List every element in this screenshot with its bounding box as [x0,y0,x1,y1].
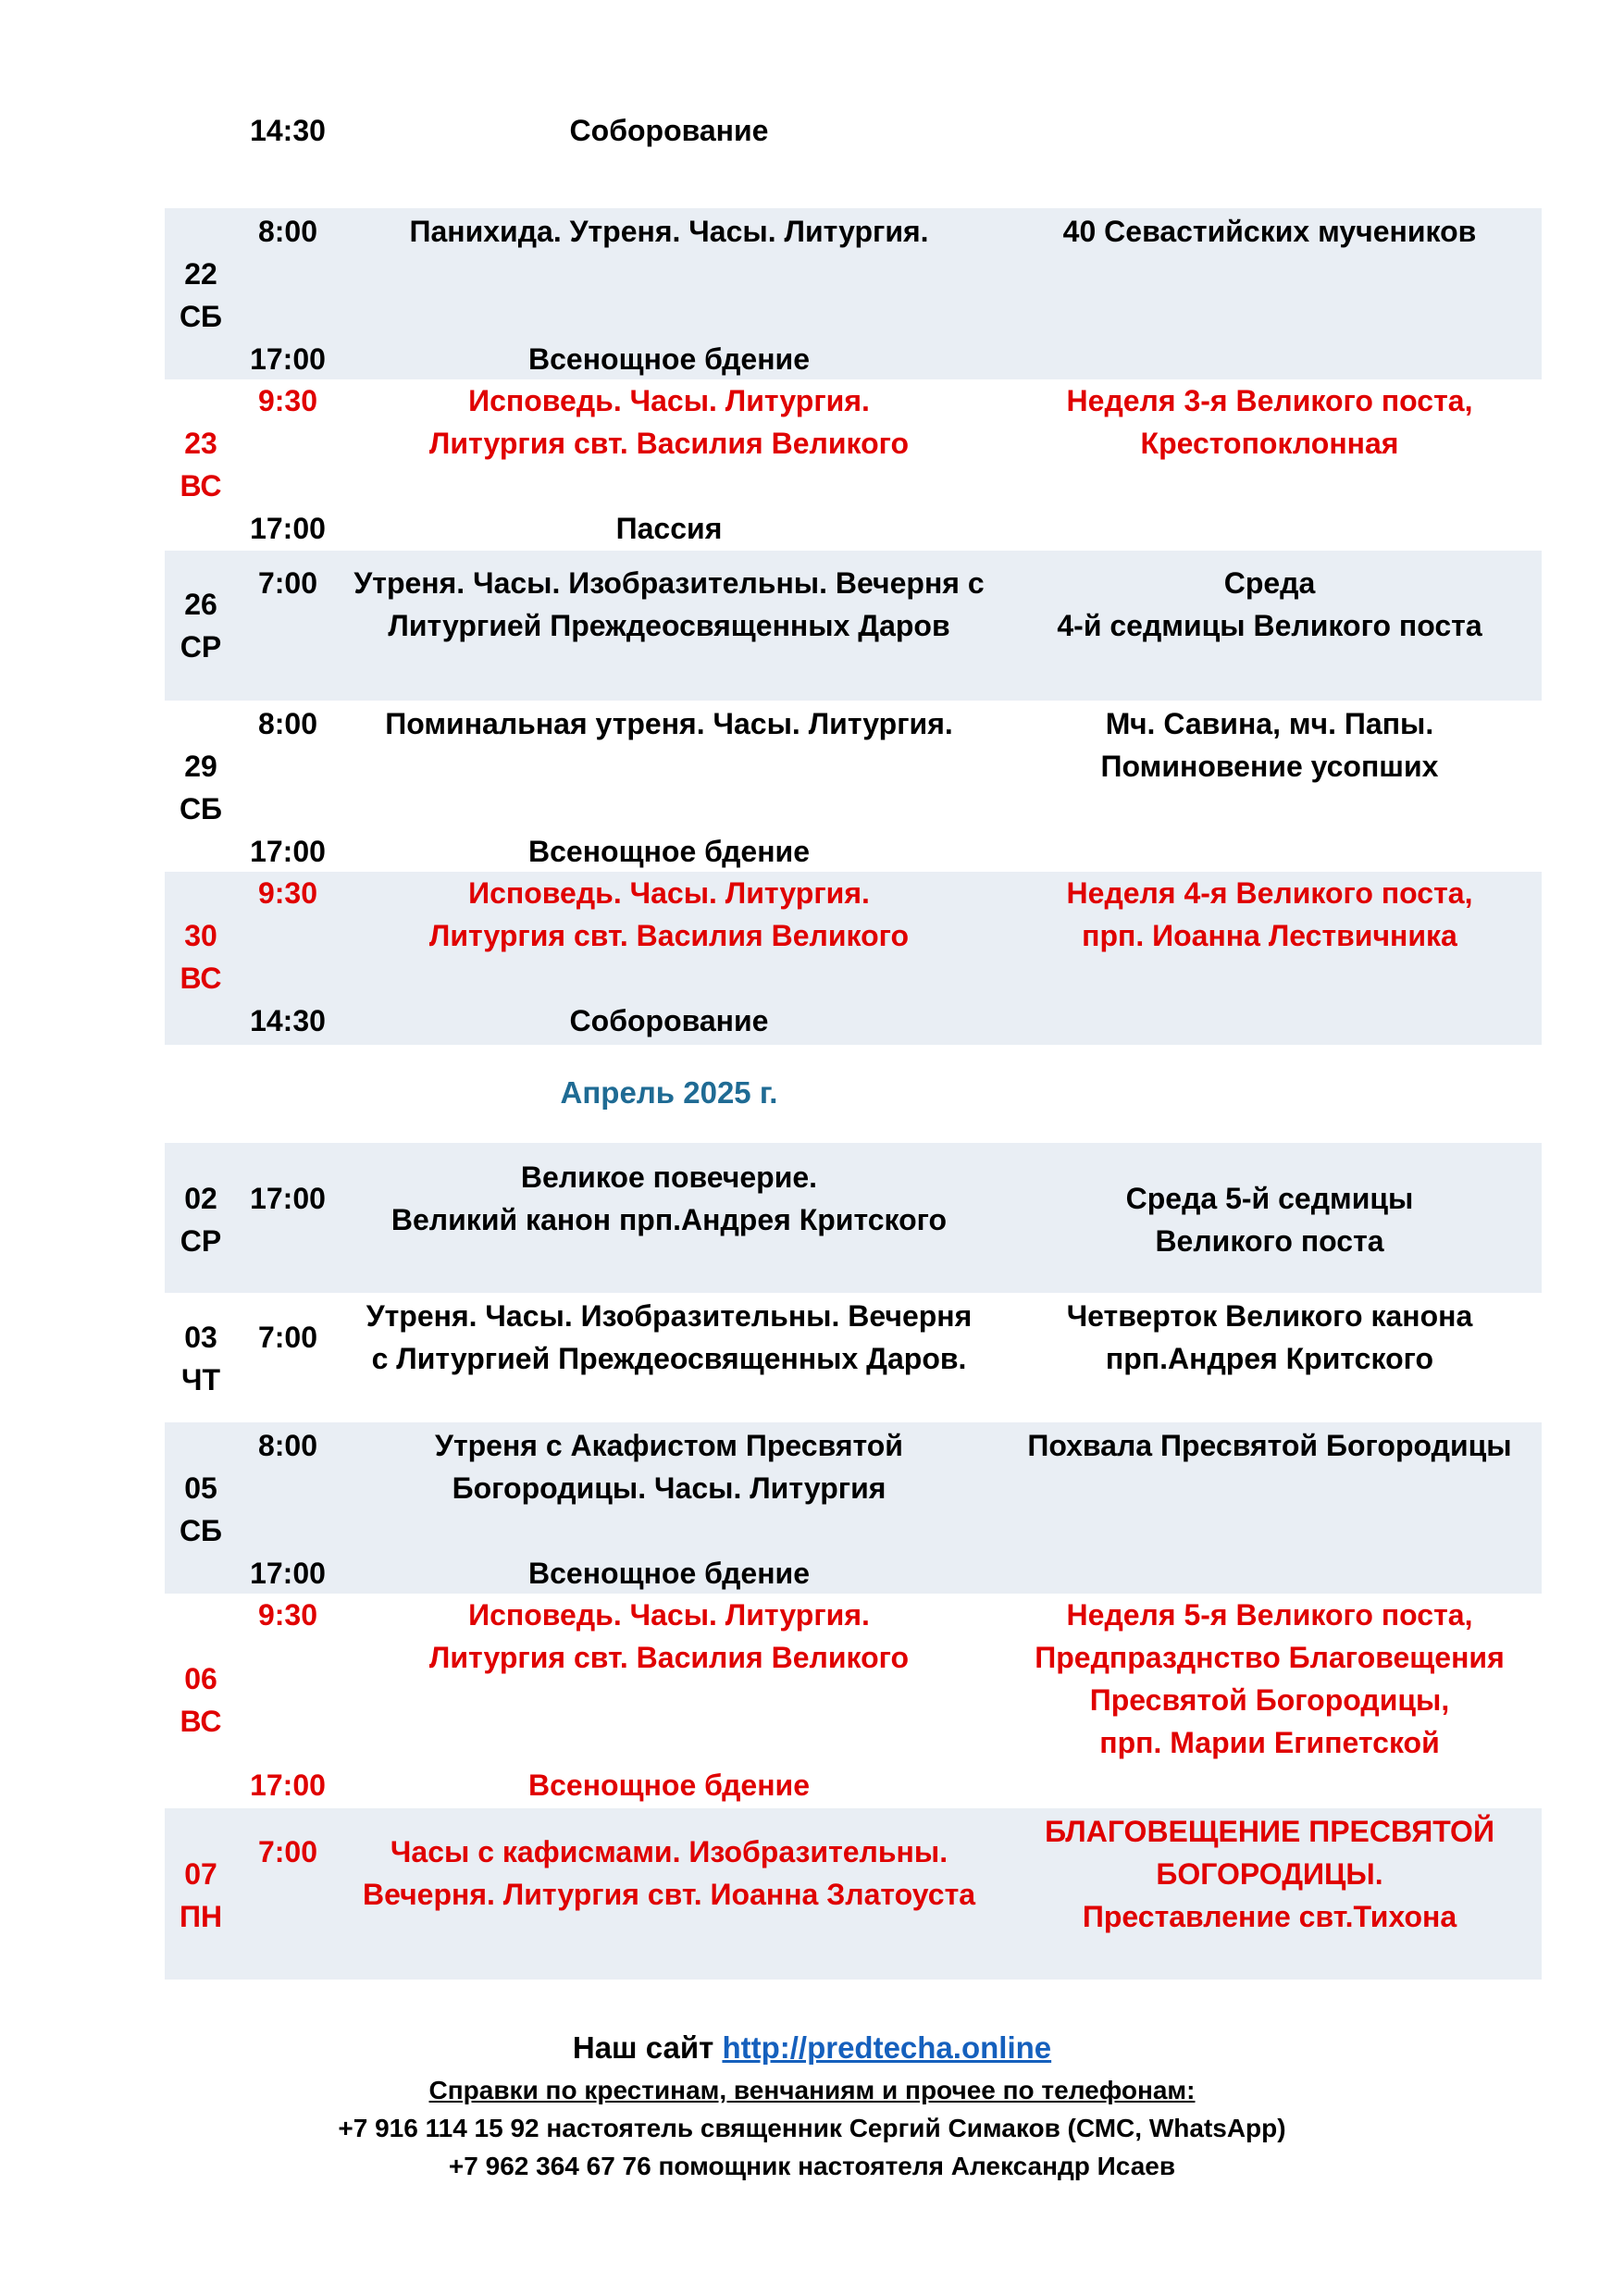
weekday: СР [180,630,222,664]
row-day-03 [165,1293,1542,1422]
service: Исповедь. Часы. Литургия. [468,1598,870,1632]
service: Великий канон прп.Андрея Критского [391,1203,948,1236]
day-number: 06 [184,1662,217,1695]
time: 17:00 [250,1769,326,1802]
weekday: СБ [179,300,223,333]
service: Литургия свт. Василия Великого [428,427,910,460]
service: Панихида. Утреня. Часы. Литургия. [409,215,929,248]
weekday: СБ [179,792,223,825]
time: 17:00 [250,342,326,376]
service: Соборование [569,114,769,147]
day-number: 23 [184,427,217,460]
phone-line-2: +7 962 364 67 76 помощник настоятеля Александр Исаев [448,2152,1176,2180]
feast: 40 Севастийских мучеников [1062,215,1477,248]
service: Литургией Преждеосвященных Даров [388,609,950,642]
time: 17:00 [250,1182,326,1215]
time: 17:00 [250,1557,326,1590]
feast: Неделя 5-я Великого поста, [1066,1598,1473,1632]
row-day-22 [165,208,1542,379]
weekday: ВС [180,1705,222,1738]
feast: Похвала Пресвятой Богородицы [1027,1429,1512,1462]
day-number: 03 [184,1321,217,1354]
month-heading: Апрель 2025 г. [560,1075,778,1110]
feast: Мч. Савина, мч. Папы. [1105,707,1434,740]
day-number: 05 [184,1471,217,1505]
feast: Среда [1223,566,1316,600]
row-day-30 [165,872,1542,1045]
day-number: 22 [184,257,217,291]
day-number: 30 [184,919,217,952]
footer-site-line [0,2027,1624,2069]
service: Часы с кафисмами. Изобразительны. [390,1835,948,1868]
service: Всенощное бдение [527,1557,810,1590]
service: Утреня с Акафистом Пресвятой [435,1429,903,1462]
service: Всенощное бдение [527,342,810,376]
site-link[interactable]: http://predtecha.online [722,2030,1052,2065]
feast: Пресвятой Богородицы, [1089,1683,1450,1717]
feast: прп. Марии Египетской [1099,1726,1440,1759]
feast: Четверток Великого канона [1066,1299,1473,1333]
row-day-07 [165,1808,1542,1980]
day-number: 02 [184,1182,217,1215]
service: Литургия свт. Василия Великого [428,1641,910,1674]
service: Всенощное бдение [527,1769,810,1802]
service: Великое повечерие. [520,1160,818,1194]
time: 17:00 [250,512,326,545]
time: 9:30 [257,1598,318,1632]
inquiry-line: Справки по крестинам, венчаниям и прочее по телефонам: [428,2076,1196,2104]
time: 8:00 [257,707,318,740]
phone-line-1: +7 916 114 15 92 настоятель священник Сергий Симаков (СМС, WhatsApp) [338,2114,1286,2142]
weekday: СБ [179,1514,223,1547]
time: 7:00 [257,1321,318,1354]
feast: Неделя 3-я Великого поста, [1066,384,1473,417]
row-day-29 [165,701,1542,872]
service: Всенощное бдение [527,835,810,868]
service: Соборование [569,1004,769,1037]
time: 14:30 [250,114,326,147]
weekday: ПН [179,1900,223,1933]
day-number: 29 [184,750,217,783]
feast: прп.Андрея Критского [1105,1342,1434,1375]
feast: Крестопоклонная [1140,427,1399,460]
row-day-02 [165,1143,1542,1293]
service: с Литургией Преждеосвященных Даров. [371,1342,967,1375]
service: Литургия свт. Василия Великого [428,919,910,952]
time: 7:00 [257,566,318,600]
day-number: 26 [184,588,217,621]
time: 9:30 [257,384,318,417]
feast: БОГОРОДИЦЫ. [1156,1857,1383,1891]
weekday: ВС [180,469,222,503]
service: Исповедь. Часы. Литургия. [468,876,870,910]
time: 17:00 [250,835,326,868]
time: 14:30 [250,1004,326,1037]
weekday: ВС [180,962,222,995]
site-label: Наш сайт [572,2030,714,2065]
time: 9:30 [257,876,318,910]
day-number: 07 [184,1857,217,1891]
row-day-23 [165,379,1542,551]
feast: Поминовение усопших [1100,750,1439,783]
service: Вечерня. Литургия свт. Иоанна Златоуста [362,1878,976,1911]
time: 8:00 [257,215,318,248]
service: Утреня. Часы. Изобразительны. Вечерня с [353,566,985,600]
feast: Предпразднство Благовещения [1035,1641,1505,1674]
weekday: СР [180,1224,222,1258]
feast: Преставление свт.Тихона [1082,1900,1457,1933]
feast: прп. Иоанна Лествичника [1082,919,1457,952]
feast: БЛАГОВЕЩЕНИЕ ПРЕСВЯТОЙ [1045,1815,1494,1848]
time: 7:00 [257,1835,318,1868]
service: Утреня. Часы. Изобразительны. Вечерня [366,1299,973,1333]
service: Богородицы. Часы. Литургия [452,1471,886,1505]
feast: 4-й седмицы Великого поста [1057,609,1482,642]
feast: Среда 5-й седмицы [1125,1182,1414,1215]
row-day-26 [165,551,1542,701]
feast: Неделя 4-я Великого поста, [1066,876,1473,910]
weekday: ЧТ [180,1363,221,1396]
row-day-05 [165,1422,1542,1594]
time: 8:00 [257,1429,318,1462]
service: Исповедь. Часы. Литургия. [468,384,870,417]
row-continuation [165,109,1542,152]
service: Пассия [615,512,723,545]
feast: Великого поста [1155,1224,1384,1258]
service: Поминальная утреня. Часы. Литургия. [385,707,953,740]
row-day-06 [165,1594,1542,1808]
